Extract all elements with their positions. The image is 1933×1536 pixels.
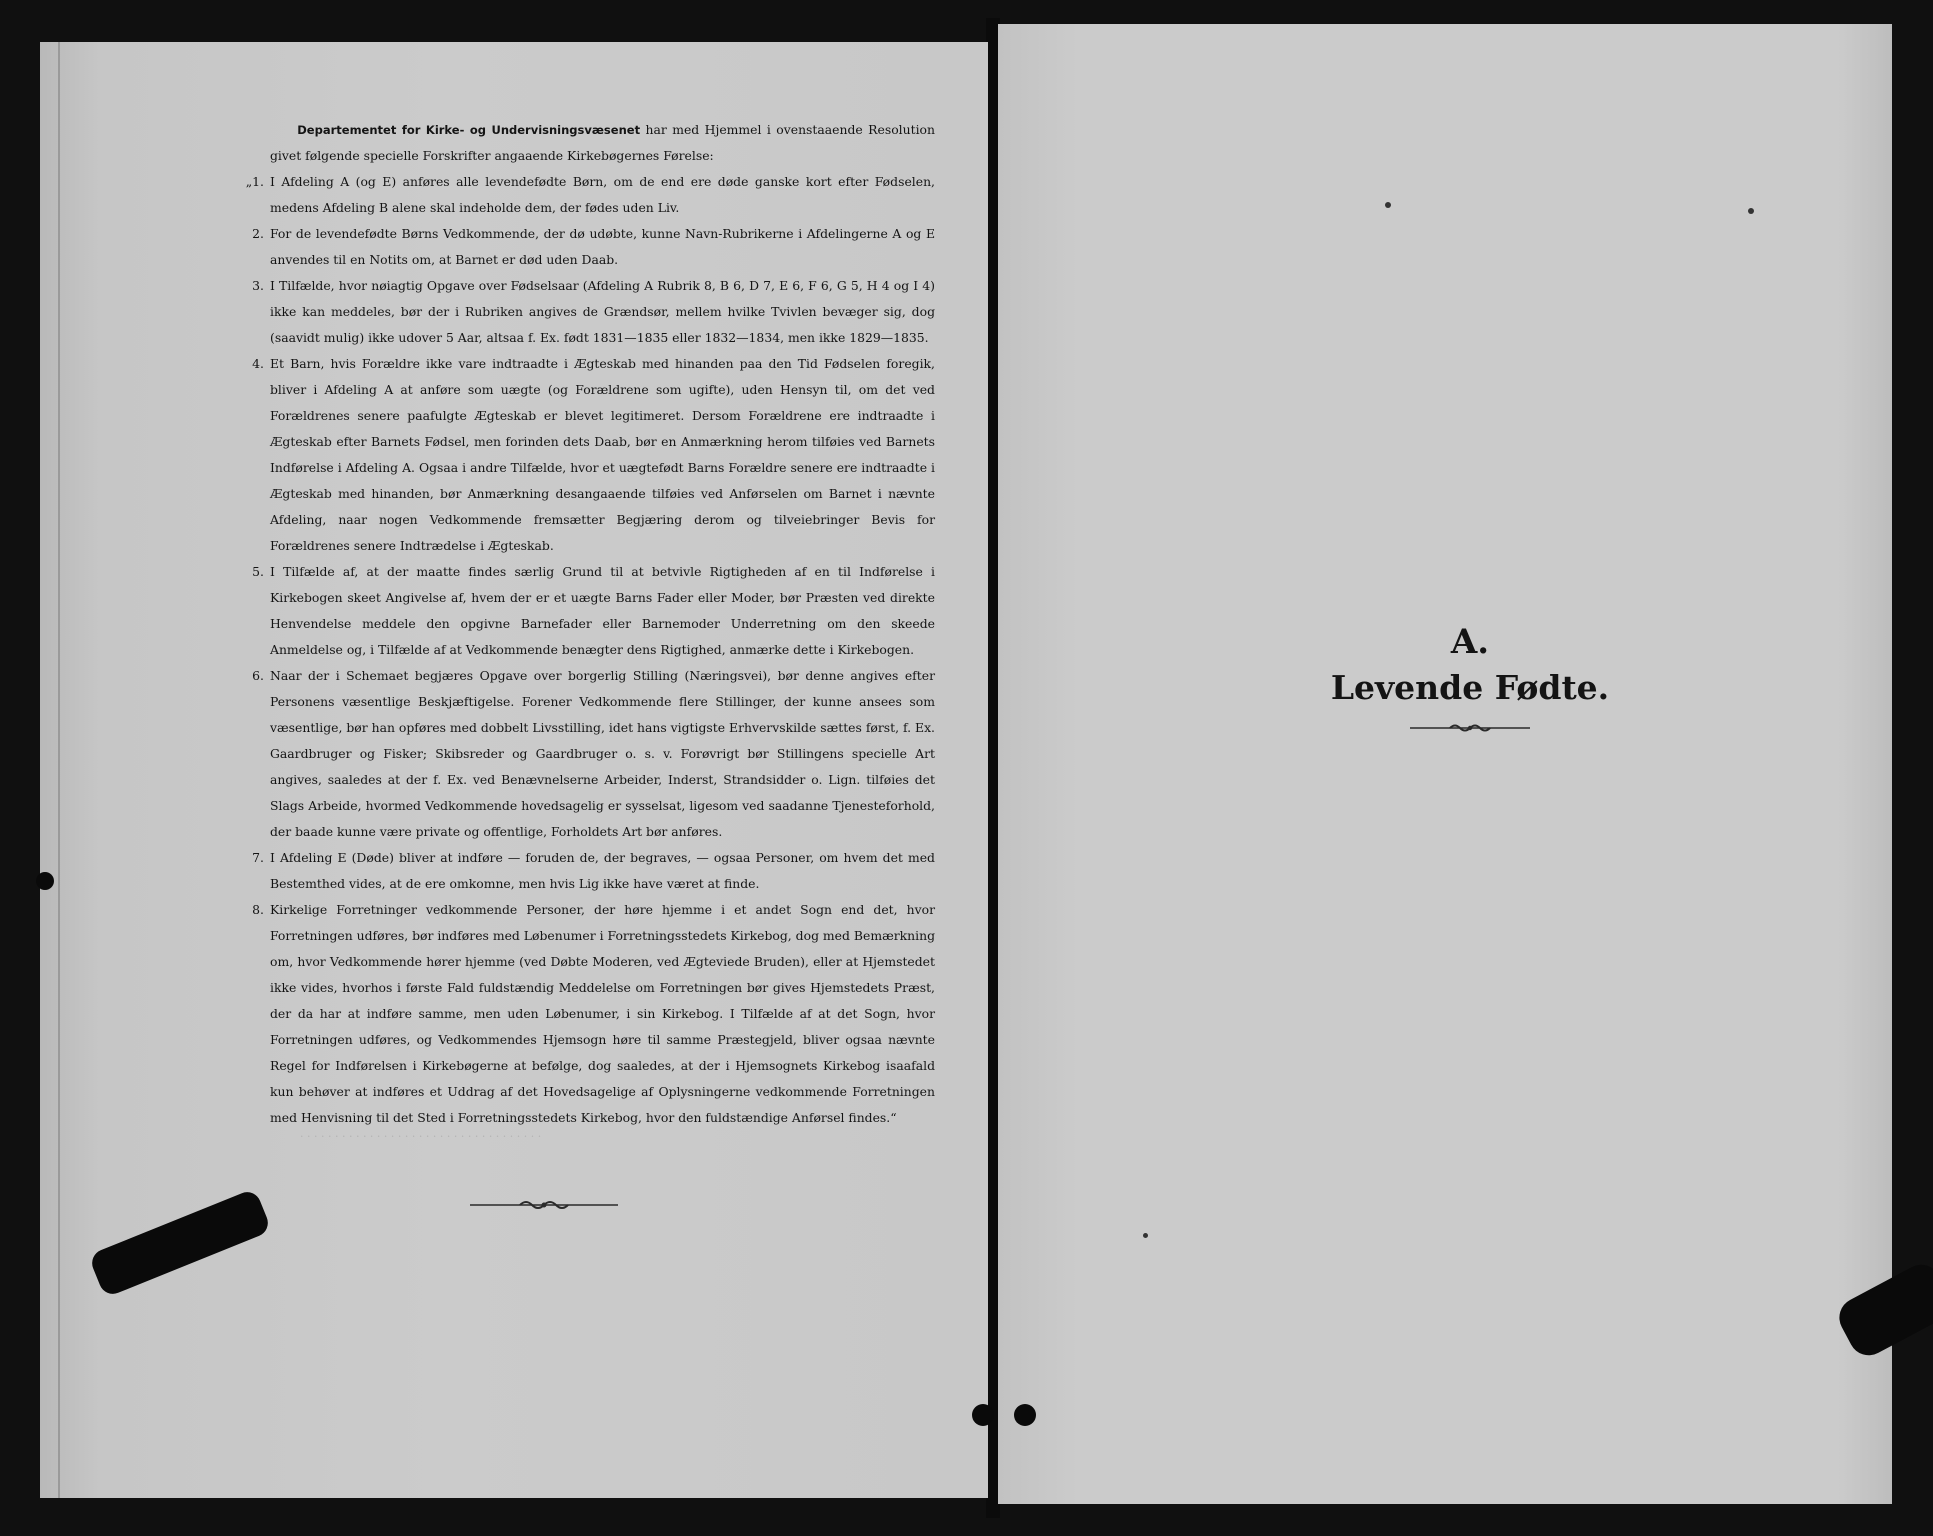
ink-speck xyxy=(1143,1233,1148,1238)
paragraph-number: 2. xyxy=(252,226,264,241)
paragraph-number: „1. xyxy=(245,174,264,189)
paragraph-number: 7. xyxy=(252,850,264,865)
regulation-paragraph xyxy=(252,221,935,273)
intro-bold: Departementet for Kirke- og Undervisningsvæsenet xyxy=(297,123,641,137)
regulation-paragraph xyxy=(252,897,936,1131)
binding-notch xyxy=(36,872,54,890)
ornament-divider-right xyxy=(1410,722,1530,734)
paragraph-text: I Afdeling E (Døde) bliver at indføre — foruden de, der begraves, — ogsaa Personer, om hvem det med Bestemthed vides, at de ere omkomne, men hvis Lig ikke have været at finde. xyxy=(270,850,935,891)
regulations-text xyxy=(245,117,936,1131)
binding-knob-right xyxy=(1014,1404,1036,1426)
ink-speck xyxy=(1385,202,1391,208)
paragraph-list xyxy=(245,169,936,1131)
regulation-paragraph xyxy=(252,351,935,559)
paragraph-text: I Afdeling A (og E) anføres alle levendefødte Børn, om de end ere døde ganske kort efter Fødselen, medens Afdeling B alene skal indeholde dem, der fødes uden Liv. xyxy=(270,174,935,215)
paragraph-number: 5. xyxy=(252,564,264,579)
paragraph-text: I Tilfælde af, at der maatte findes særlig Grund til at betvivle Rigtigheden af en til Indførelse i Kirkebogen skeet Angivelse af, hvem der er et uægte Barns Fader eller Moder, bør Præsten ved direkte Henvendelse meddele den opgivne Barnefader eller Barnemoder Underretning om den skeede Anmeldelse og, i Tilfælde af at Vedkommende benægter dens Rigtighed, anmærke dette i Kirkebogen. xyxy=(270,564,935,657)
intro-paragraph xyxy=(270,117,935,169)
regulation-paragraph xyxy=(245,169,935,221)
ink-speck xyxy=(1748,208,1754,214)
regulation-paragraph xyxy=(252,663,935,845)
paragraph-text: Et Barn, hvis Forældre ikke vare indtraadte i Ægteskab med hinanden paa den Tid Fødselen foregik, bliver i Afdeling A at anføre som uægte (og Forældrene som ugifte), uden Hensyn til, om det ved Forældrenes senere paafulgte Ægteskab er blevet legitimeret. Dersom Forældrene ere indtraadte i Ægteskab efter Barnets Fødsel, men forinden dets Daab, bør en Anmærkning herom tilføies ved Barnets Indførelse i Afdeling A. Ogsaa i andre Tilfælde, hvor et uægtefødt Barns Forældre senere ere indtraadte i Ægteskab med hinanden, bør Anmærkning desangaaende tilføies ved Anførselen om Barnet i nævnte Afdeling, naar nogen Vedkommende fremsætter Begjæring derom og tilveiebringer Bevis for Forældrenes senere Indtrædelse i Ægteskab. xyxy=(270,356,935,553)
regulation-paragraph xyxy=(252,845,935,897)
regulation-paragraph xyxy=(252,273,935,351)
paragraph-text: Naar der i Schemaet begjæres Opgave over borgerlig Stilling (Næringsvei), bør denne angives efter Personens væsentlige Beskjæftigelse. Forener Vedkommende flere Stillinger, der kunne ansees som væsentlige, bør han opføres med dobbelt Livsstilling, idet hans vigtigste Erhvervskilde sættes først, f. Ex. Gaardbruger og Fisker; Skibsreder og Gaardbruger o. s. v. Forøvrigt bør Stillingens specielle Art angives, saaledes at der f. Ex. ved Benævnelserne Arbeider, Inderst, Strandsidder o. Lign. tilføies det Slags Arbeide, hvormed Vedkommende hovedsagelig er sysselsat, ligesom ved saadanne Tjenesteforhold, der baade kunne være private og offentlige, Forholdets Art bør anføres. xyxy=(270,668,935,839)
section-title-block xyxy=(1320,622,1620,734)
section-title: Levende Fødte. xyxy=(1330,668,1610,707)
left-margin-rule xyxy=(58,42,60,1498)
paragraph-number: 8. xyxy=(252,902,264,917)
binding-knob-left xyxy=(972,1404,994,1426)
right-page xyxy=(998,24,1892,1504)
section-letter: A. xyxy=(1450,622,1490,662)
ornament-divider-left xyxy=(470,1198,618,1212)
regulation-paragraph xyxy=(252,559,935,663)
paragraph-text: For de levendefødte Børns Vedkommende, der dø udøbte, kunne Navn-Rubrikerne i Afdelingerne A og E anvendes til en Notits om, at Barnet er død uden Daab. xyxy=(270,226,935,267)
intro-rest: har med Hjemmel i ovenstaaende Resolution givet følgende specielle Forskrifter angaaende Kirkebøgernes Førelse: xyxy=(270,122,935,163)
paragraph-number: 4. xyxy=(252,356,264,371)
paragraph-text: I Tilfælde, hvor nøiagtig Opgave over Fødselsaar (Afdeling A Rubrik 8, B 6, D 7, E 6, F 6, G 5, H 4 og I 4) ikke kan meddeles, bør der i Rubriken angives de Grændsør, mellem hvilke Tvivlen bevæger sig, dog (saavidt mulig) ikke udover 5 Aar, altsaa f. Ex. født 1831—1835 eller 1832—1834, men ikke 1829—1835. xyxy=(270,278,935,345)
paragraph-number: 6. xyxy=(252,668,264,683)
paragraph-number: 3. xyxy=(252,278,264,293)
paragraph-text: Kirkelige Forretninger vedkommende Personer, der høre hjemme i et andet Sogn end det, hvor Forretningen udføres, bør indføres med Løbenumer i Forretningsstedets Kirkebog, dog med Bemærkning om, hvor Vedkommende hører hjemme (ved Døbte Moderen, ved Ægteviede Bruden), eller at Hjemstedet ikke vides, hvorhos i første Fald fuldstændig Meddelelse om Forretningen bør gives Hjemstedets Præst, der da har at indføre samme, men uden Løbenumer, i sin Kirkebog. I Tilfælde af at det Sogn, hvor Forretningen udføres, og Vedkommendes Hjemsogn høre til samme Præstegjeld, bliver ogsaa nævnte Regel for Indførelsen i Kirkebøgerne at befølge, dog saaledes, at der i Hjemsognets Kirkebog isaafald kun behøver at indføres et Uddrag af det Hovedsagelige af Oplysningerne vedkommende Forretningen med Henvisning til det Sted i Forretningsstedets Kirkebog, hvor den fuldstændige Anførsel findes.“ xyxy=(270,902,936,1125)
bleed-through-text: · · · · · · · · · · · · · · · · · · · · · · · · · · · · · · · · · · · xyxy=(300,1130,542,1143)
